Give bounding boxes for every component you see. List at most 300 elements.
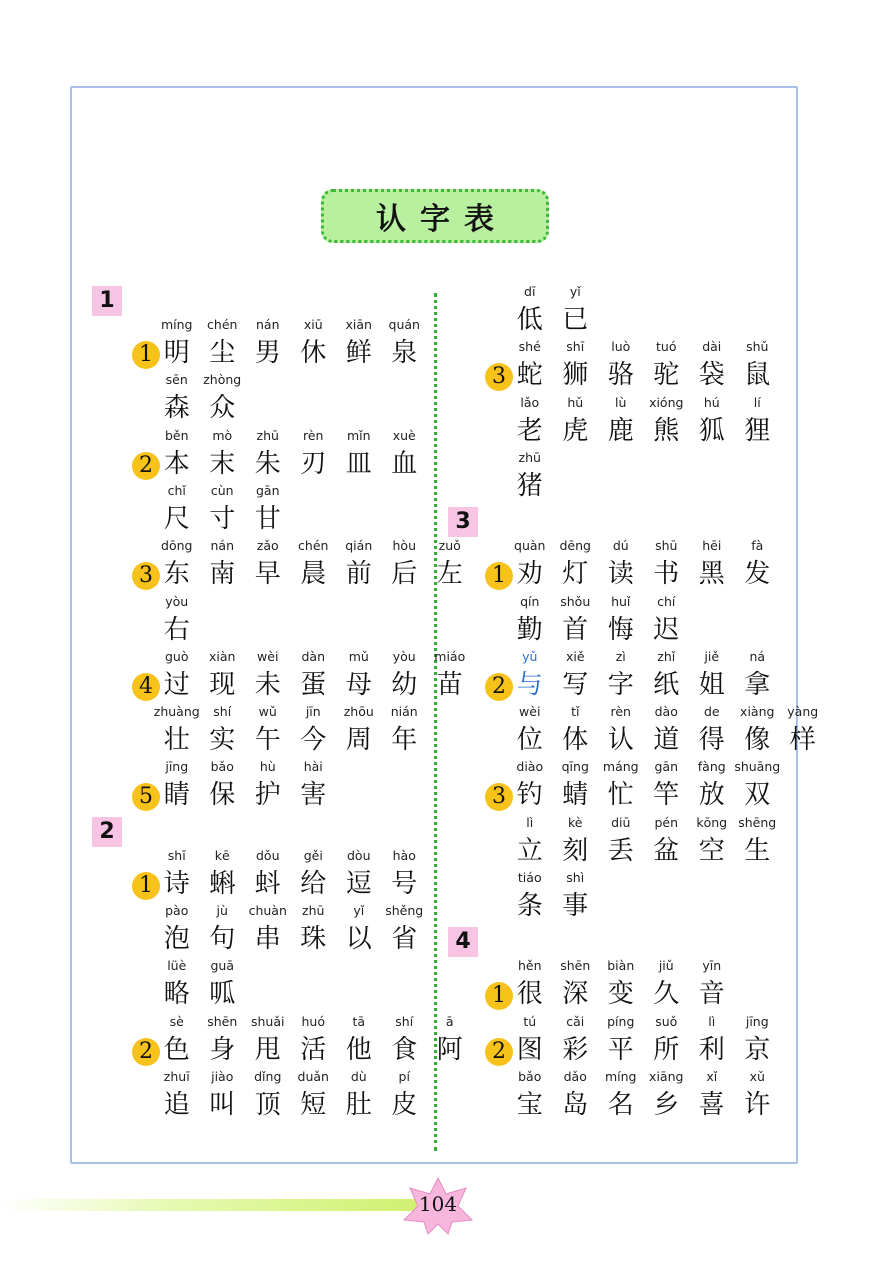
pinyin: ná <box>749 648 766 664</box>
pinyin: jiào <box>211 1068 234 1084</box>
pinyin: jù <box>216 903 228 918</box>
char-cell <box>735 815 781 871</box>
char-row <box>448 870 808 926</box>
char-row <box>92 317 452 373</box>
pinyin: yǐ <box>569 284 581 299</box>
hanzi: 呱 <box>209 979 236 1010</box>
pinyin: yòu <box>165 593 189 609</box>
hanzi: 认 <box>607 725 634 756</box>
char-row <box>448 704 819 760</box>
pinyin: xiāng <box>649 1068 684 1084</box>
char-cell <box>735 538 781 594</box>
hanzi: 狮 <box>562 360 589 391</box>
char-row <box>92 428 452 484</box>
char-cell <box>382 903 428 959</box>
pinyin: míng <box>604 1068 637 1084</box>
pinyin: dù <box>350 1068 367 1084</box>
char-row <box>448 284 808 340</box>
pinyin: fàng <box>697 759 726 775</box>
unit-badge: 2 <box>92 817 122 847</box>
hanzi: 蛋 <box>300 669 327 700</box>
char-row <box>448 450 808 506</box>
pinyin: shí <box>395 1013 414 1029</box>
hanzi: 苗 <box>436 669 463 700</box>
hanzi: 珠 <box>300 924 327 954</box>
hanzi: 叫 <box>209 1089 236 1120</box>
hanzi: 深 <box>562 979 589 1010</box>
hanzi: 字 <box>607 669 634 700</box>
pinyin: lì <box>526 814 534 830</box>
char-cell <box>735 649 781 705</box>
hanzi: 彩 <box>562 1034 589 1065</box>
pinyin: zhū <box>518 449 541 465</box>
char-cell <box>154 594 200 650</box>
char-row <box>92 648 466 705</box>
hanzi: 名 <box>607 1089 634 1120</box>
pinyin: jīng <box>165 759 189 775</box>
hanzi: 鹿 <box>607 415 634 446</box>
pinyin: shí <box>213 704 232 720</box>
pinyin: dàn <box>301 648 326 664</box>
pinyin: dòu <box>346 847 371 863</box>
pinyin: miáo <box>434 648 466 664</box>
hanzi: 钓 <box>516 780 543 811</box>
hanzi: 左 <box>436 559 463 590</box>
hanzi: 姐 <box>698 669 725 700</box>
hanzi: 生 <box>744 835 771 866</box>
pinyin: qián <box>345 538 373 554</box>
hanzi: 南 <box>209 559 236 590</box>
lesson-number: 4 <box>132 673 160 701</box>
hanzi: 利 <box>698 1034 725 1065</box>
hanzi: 像 <box>744 725 771 756</box>
pinyin: dào <box>654 704 678 720</box>
pinyin: yàng <box>787 704 819 720</box>
hanzi: 睛 <box>163 780 190 811</box>
char-row <box>92 848 452 904</box>
hanzi: 宝 <box>516 1089 543 1120</box>
bottom-bar <box>0 1199 440 1211</box>
hanzi: 与 <box>516 669 543 700</box>
hanzi: 体 <box>562 725 589 756</box>
hanzi: 他 <box>345 1034 372 1065</box>
pinyin: yīn <box>702 958 722 974</box>
pinyin: shī <box>566 339 585 355</box>
lesson-number: 3 <box>485 783 513 811</box>
hanzi: 诗 <box>163 868 190 899</box>
pinyin: cùn <box>210 482 234 498</box>
hanzi: 给 <box>300 868 327 899</box>
pinyin: guā <box>210 958 235 974</box>
char-row <box>92 594 452 650</box>
char-cell <box>689 958 735 1014</box>
unit-badge: 3 <box>448 507 478 537</box>
pinyin: ā <box>445 1013 454 1029</box>
hanzi: 活 <box>300 1034 327 1065</box>
hanzi: 甩 <box>254 1034 281 1065</box>
hanzi: 狸 <box>744 415 771 446</box>
pinyin: jiǔ <box>658 958 674 974</box>
pinyin: dēng <box>559 538 591 554</box>
pinyin: rèn <box>303 427 324 443</box>
pinyin: gān <box>255 482 280 498</box>
hanzi: 逗 <box>345 868 372 899</box>
pinyin: shěng <box>385 903 424 918</box>
hanzi: 久 <box>653 979 680 1010</box>
hanzi: 皮 <box>391 1089 418 1120</box>
pinyin: shī <box>167 847 186 863</box>
pinyin: huǐ <box>611 593 631 609</box>
char-row <box>448 759 808 815</box>
hanzi: 驼 <box>653 360 680 391</box>
hanzi: 放 <box>698 780 725 811</box>
pinyin: pào <box>165 903 189 918</box>
pinyin: hěn <box>517 958 542 974</box>
pinyin: qín <box>520 593 540 609</box>
hanzi: 事 <box>562 891 589 921</box>
pinyin: xǔ <box>749 1068 765 1084</box>
pinyin: shé <box>518 339 541 355</box>
pinyin: zhōu <box>343 704 374 720</box>
page-number: 104 <box>418 1192 458 1216</box>
pinyin: diū <box>611 814 631 830</box>
char-row <box>92 372 452 428</box>
pinyin: zhuàng <box>153 704 200 720</box>
hanzi: 骆 <box>607 360 634 391</box>
char-row <box>92 704 452 760</box>
pinyin: suǒ <box>655 1013 678 1029</box>
char-cell <box>200 958 246 1014</box>
pinyin: běn <box>164 427 189 443</box>
char-row <box>92 483 452 539</box>
pinyin: chuàn <box>248 903 287 918</box>
hanzi: 蚪 <box>254 868 281 899</box>
pinyin: dǎo <box>563 1068 587 1084</box>
pinyin: xuè <box>392 427 416 443</box>
pinyin: dǒu <box>255 847 280 863</box>
char-row <box>448 395 808 451</box>
pinyin: bǎo <box>518 1068 542 1084</box>
char-row <box>448 538 808 594</box>
pinyin: hú <box>703 394 720 410</box>
hanzi: 尺 <box>163 503 190 534</box>
hanzi: 森 <box>163 393 190 424</box>
hanzi: 写 <box>562 669 589 700</box>
pinyin: chén <box>207 317 238 332</box>
pinyin: yòu <box>392 648 416 664</box>
pinyin: kē <box>214 847 230 863</box>
hanzi: 幼 <box>391 669 418 700</box>
hanzi: 现 <box>209 669 236 700</box>
pinyin: míng <box>160 317 193 332</box>
pinyin: hǔ <box>567 394 584 410</box>
pinyin: huó <box>301 1013 325 1029</box>
hanzi: 低 <box>516 305 543 335</box>
hanzi: 得 <box>698 725 725 756</box>
pinyin: jiě <box>704 648 720 664</box>
hanzi: 灯 <box>562 559 589 590</box>
char-cell <box>200 372 246 428</box>
hanzi: 母 <box>345 669 372 700</box>
pinyin: xiàng <box>740 704 775 720</box>
char-row <box>92 538 463 594</box>
pinyin: nán <box>210 538 234 554</box>
hanzi: 句 <box>209 924 236 954</box>
hanzi: 双 <box>744 780 771 811</box>
hanzi: 尘 <box>209 338 236 368</box>
title-box <box>321 189 549 243</box>
pinyin: chén <box>298 538 329 554</box>
unit-badge: 4 <box>448 927 478 957</box>
hanzi: 阿 <box>436 1034 463 1065</box>
char-row <box>92 903 452 959</box>
hanzi: 食 <box>391 1034 418 1065</box>
hanzi: 读 <box>607 559 634 590</box>
hanzi: 实 <box>209 725 236 756</box>
hanzi: 肚 <box>345 1089 372 1120</box>
char-cell <box>291 759 337 815</box>
char-row <box>448 1069 808 1125</box>
pinyin: shì <box>566 870 585 885</box>
pinyin: hēi <box>702 538 722 554</box>
hanzi: 后 <box>391 559 418 590</box>
char-row <box>448 339 808 395</box>
pinyin: xiě <box>565 648 585 664</box>
hanzi: 许 <box>744 1089 771 1120</box>
pinyin: jīn <box>305 704 321 720</box>
hanzi: 盆 <box>653 835 680 866</box>
hanzi: 害 <box>300 780 327 811</box>
lesson-number: 3 <box>132 562 160 590</box>
pinyin: guò <box>164 648 189 664</box>
lesson-number: 2 <box>132 452 160 480</box>
hanzi: 号 <box>391 868 418 899</box>
hanzi: 悔 <box>607 614 634 645</box>
hanzi: 鼠 <box>744 360 771 391</box>
char-cell <box>382 428 428 484</box>
pinyin: sè <box>169 1013 184 1029</box>
hanzi: 午 <box>254 725 281 756</box>
char-cell <box>735 395 781 451</box>
char-row <box>92 759 452 815</box>
hanzi: 喜 <box>698 1089 725 1120</box>
pinyin: shuāng <box>734 759 781 775</box>
hanzi: 发 <box>744 559 771 590</box>
char-cell <box>553 284 599 340</box>
pinyin: dōng <box>161 538 193 554</box>
hanzi: 休 <box>300 338 327 368</box>
pinyin: xiān <box>345 317 372 332</box>
pinyin: qīng <box>561 759 589 775</box>
hanzi: 众 <box>209 393 236 424</box>
pinyin: shǔ <box>746 339 769 355</box>
hanzi: 迟 <box>653 614 680 645</box>
hanzi: 色 <box>163 1034 190 1065</box>
hanzi: 位 <box>516 725 543 756</box>
pinyin: hào <box>392 847 416 863</box>
char-row <box>92 1069 452 1125</box>
pinyin: zì <box>615 648 626 664</box>
lesson-number: 1 <box>485 562 513 590</box>
hanzi: 书 <box>653 559 680 590</box>
char-cell <box>735 1069 781 1125</box>
char-row <box>448 815 808 871</box>
pinyin: biàn <box>607 958 635 974</box>
hanzi: 猪 <box>516 470 543 501</box>
pinyin: xiàn <box>209 648 236 664</box>
pinyin: mò <box>212 427 233 443</box>
pinyin: mǔ <box>348 648 369 664</box>
pinyin: pén <box>654 814 679 830</box>
unit-badge: 1 <box>92 286 122 316</box>
hanzi: 图 <box>516 1034 543 1065</box>
pinyin: shēn <box>560 958 591 974</box>
hanzi: 竿 <box>653 780 680 811</box>
char-cell <box>735 339 781 395</box>
pinyin: gěi <box>303 847 323 863</box>
hanzi: 音 <box>698 979 725 1010</box>
hanzi: 样 <box>789 725 816 756</box>
hanzi: 护 <box>254 780 281 811</box>
hanzi: 纸 <box>653 669 680 700</box>
hanzi: 前 <box>345 559 372 590</box>
pinyin: xióng <box>649 394 684 410</box>
hanzi: 年 <box>391 725 418 756</box>
pinyin: quán <box>388 317 420 332</box>
hanzi: 短 <box>300 1089 327 1120</box>
pinyin: zhòng <box>203 372 242 388</box>
pinyin: quàn <box>514 538 546 554</box>
lesson-number: 2 <box>485 1038 513 1066</box>
hanzi: 变 <box>607 979 634 1010</box>
hanzi: 蛇 <box>516 360 543 391</box>
pinyin: tiáo <box>517 870 542 885</box>
pinyin: de <box>703 704 720 720</box>
pinyin: cǎi <box>566 1013 585 1029</box>
pinyin: dī <box>524 284 536 299</box>
pinyin: mǐn <box>346 427 371 443</box>
hanzi: 鲜 <box>345 338 372 368</box>
lesson-number: 1 <box>485 982 513 1010</box>
char-cell <box>553 870 599 926</box>
hanzi: 壮 <box>163 725 190 756</box>
hanzi: 保 <box>209 780 236 811</box>
pinyin: chǐ <box>167 482 186 498</box>
pinyin: jīng <box>745 1013 769 1029</box>
hanzi: 平 <box>607 1034 634 1065</box>
pinyin: máng <box>602 759 639 775</box>
pinyin: wǔ <box>258 704 277 720</box>
pinyin: luò <box>611 339 631 355</box>
pinyin: wèi <box>257 648 279 664</box>
pinyin: shuǎi <box>251 1013 285 1029</box>
pinyin: wèi <box>519 704 541 720</box>
page-title: 认字表 <box>376 202 508 237</box>
hanzi: 身 <box>209 1034 236 1065</box>
pinyin: shēn <box>207 1013 238 1029</box>
pinyin: lì <box>708 1013 716 1029</box>
hanzi: 过 <box>163 669 190 700</box>
pinyin: zhǐ <box>657 648 676 664</box>
hanzi: 黑 <box>698 559 725 590</box>
pinyin: rèn <box>610 704 631 720</box>
pinyin: lüè <box>167 958 187 974</box>
char-row <box>448 649 808 705</box>
char-cell <box>382 317 428 373</box>
pinyin: fà <box>751 538 764 554</box>
pinyin: lǎo <box>520 394 540 410</box>
hanzi: 男 <box>254 338 281 368</box>
pinyin: chí <box>657 593 676 609</box>
hanzi: 京 <box>744 1034 771 1065</box>
hanzi: 末 <box>209 448 236 479</box>
hanzi: 已 <box>562 305 589 335</box>
hanzi: 血 <box>391 448 418 479</box>
pinyin: dài <box>702 339 722 355</box>
pinyin: píng <box>607 1013 635 1029</box>
hanzi: 明 <box>163 338 190 368</box>
hanzi: 以 <box>345 924 372 954</box>
hanzi: 寸 <box>209 503 236 534</box>
hanzi: 拿 <box>744 669 771 700</box>
hanzi: 甘 <box>254 503 281 534</box>
char-cell <box>382 704 428 760</box>
pinyin: zhū <box>302 903 325 918</box>
pinyin: tú <box>523 1013 537 1029</box>
hanzi: 泡 <box>163 924 190 954</box>
lesson-number: 3 <box>485 363 513 391</box>
hanzi: 省 <box>391 924 418 954</box>
char-cell <box>507 450 553 506</box>
hanzi: 空 <box>698 835 725 866</box>
pinyin: sēn <box>165 372 188 388</box>
hanzi: 忙 <box>607 780 634 811</box>
pinyin: pí <box>398 1068 410 1084</box>
pinyin: yǔ <box>522 648 538 664</box>
pinyin: hài <box>303 759 323 775</box>
hanzi: 立 <box>516 835 543 866</box>
lesson-number: 5 <box>132 783 160 811</box>
hanzi: 丢 <box>607 835 634 866</box>
char-cell <box>735 1014 781 1070</box>
hanzi: 东 <box>163 559 190 590</box>
hanzi: 袋 <box>698 360 725 391</box>
pinyin: zuǒ <box>438 538 461 554</box>
pinyin: zǎo <box>256 538 279 554</box>
lesson-number: 1 <box>132 872 160 900</box>
lesson-number: 1 <box>132 341 160 369</box>
char-cell <box>382 1069 428 1125</box>
pinyin: zhū <box>256 427 279 443</box>
char-row <box>448 958 808 1014</box>
hanzi: 本 <box>163 448 190 479</box>
pinyin: zhuī <box>163 1068 190 1084</box>
pinyin: tā <box>352 1013 366 1029</box>
pinyin: shǒu <box>560 593 591 609</box>
hanzi: 皿 <box>345 448 372 479</box>
pinyin: xǐ <box>706 1068 718 1084</box>
pinyin: dǐng <box>254 1068 282 1084</box>
pinyin: tǐ <box>571 704 580 720</box>
pinyin: dú <box>612 538 629 554</box>
hanzi: 条 <box>516 891 543 921</box>
hanzi: 蝌 <box>209 868 236 899</box>
hanzi: 首 <box>562 614 589 645</box>
hanzi: 顶 <box>254 1089 281 1120</box>
hanzi: 岛 <box>562 1089 589 1120</box>
hanzi: 蜻 <box>562 780 589 811</box>
lesson-number: 2 <box>485 673 513 701</box>
